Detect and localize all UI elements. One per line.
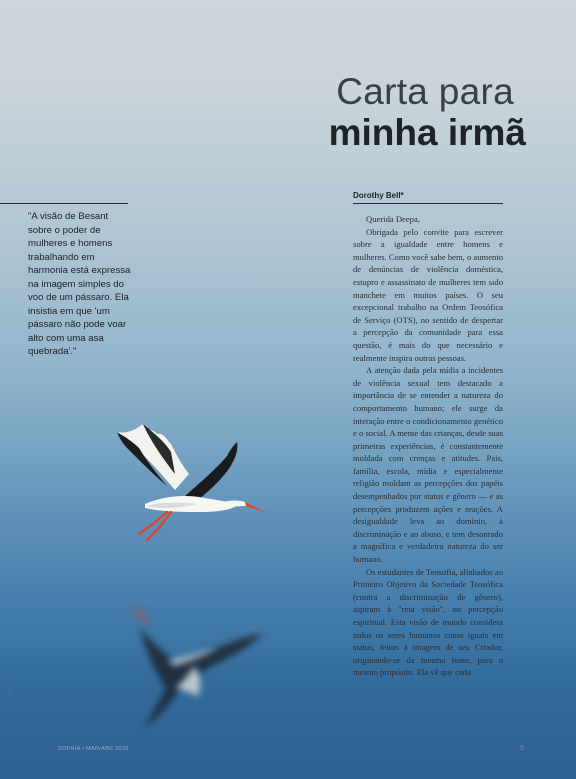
salutation: Querida Deepa, bbox=[366, 214, 420, 224]
author-byline: Dorothy Bell* bbox=[353, 191, 404, 200]
photo-credit: Stock Photos bbox=[6, 676, 11, 700]
stork-reflection bbox=[110, 600, 275, 740]
author-rule-divider bbox=[353, 203, 503, 204]
pullquote-rule-divider bbox=[0, 203, 128, 204]
stork-neck bbox=[223, 501, 247, 508]
body-paragraph-3: Os estudantes de Teosofia, alinhados ao Primeiro Objetivo da Sociedade Teosófica (contra a discriminação de gênero), aspiram à "reta visão", ou percepção espiritual. Esta visão de mundo considera todos os seres humanos como iguais em status, feitos à imagem de seu Criador, originando-se da mesma fonte, para o mesmo propósito. Ela vê que cada bbox=[353, 566, 503, 678]
article-title-line2: minha irmã bbox=[328, 112, 526, 153]
body-paragraph-2: A atenção dada pela mídia a incidentes de violência sexual tem destacado a importância de se entender a natureza do comportamento humano; ele surge da interação entre o condicionamento genético e o social. A mente das crianças, desde suas primeiras experiências, é constantemente moldada com crenças e atitudes. Pais, família, escola, mídia e especialmente religião moldam as percepções dos papéis desempenhados por status e gênero — e as percepções produzem ações e reações. A desigualdade leva ao domínio, à discriminação e ao abuso, e tem desonrado a magnífica e verdadeira natureza do ser humano. bbox=[353, 365, 503, 565]
page-footer: SOPHIA • MAR/ABR 2020 bbox=[58, 746, 129, 752]
page-number: 9 bbox=[520, 745, 524, 752]
body-paragraph-1: Obrigada pelo convite para escrever sobre a igualdade entre homens e mulheres. Como você sabe bem, o aumento de denúncias de violência doméstica, estupro e assassinato de mulheres tem sido manchete em muitos países. O seu excepcional trabalho na Ordem Teosófica de Serviço (OTS), no sentido de despertar a percepção da comunidade para essa questão, é mais do que necessário e realmente inspira outras pessoas. bbox=[353, 226, 503, 363]
stork-beak bbox=[245, 502, 267, 513]
stork-illustration bbox=[105, 412, 275, 547]
article-body bbox=[353, 213, 503, 733]
stork-right-wing bbox=[185, 442, 237, 504]
stork-legs bbox=[139, 512, 171, 540]
pullquote: "A visão de Besant sobre o poder de mulheres e homens trabalhando em harmonia está expressa na imagem simples do voo de um pássaro. Ela insistia em que 'um pássaro não pode voar alto com uma asa quebrada'." bbox=[28, 211, 131, 357]
article-title-line1: Carta para bbox=[336, 71, 514, 112]
